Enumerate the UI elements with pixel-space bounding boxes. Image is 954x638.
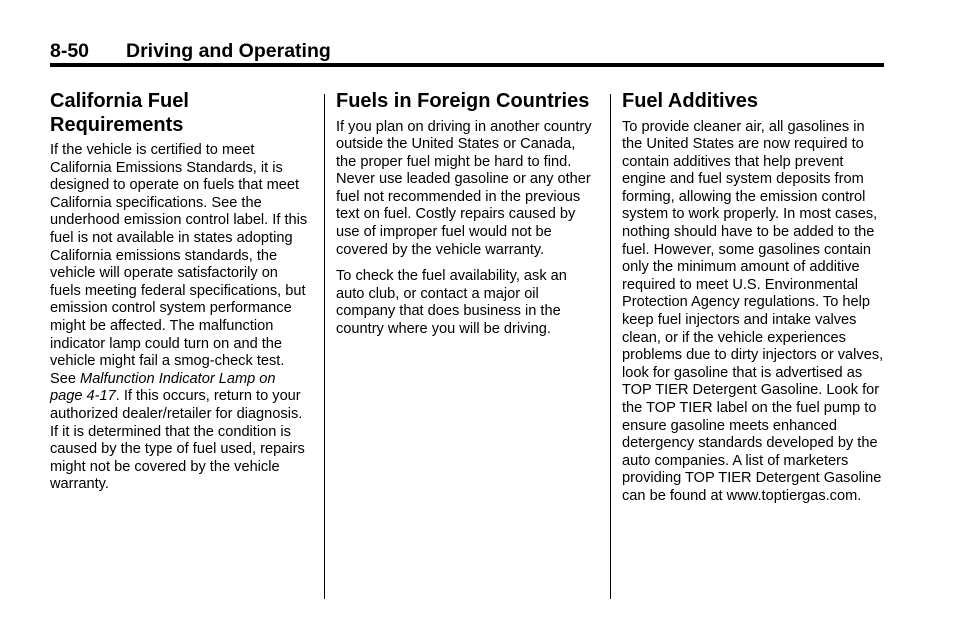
paragraph-foreign-fuels: If you plan on driving in another country outside the United States or Canada, the proper fuel might be hard to find. Never use leaded gasoline or any other fuel not recommended in the previous text on fuel. Costly repairs caused by use of improper fuel would not be covered by the vehicle warranty.	[336, 118, 592, 258]
column-fuel-additives	[622, 90, 884, 515]
cross-reference-link[interactable]: Malfunction Indicator Lamp on page 4-17	[50, 370, 276, 405]
section-title: Driving and Operating	[126, 40, 331, 62]
column-california-fuel	[50, 90, 312, 503]
page-number: 8-50	[50, 40, 90, 62]
paragraph-fuel-additives: To provide cleaner air, all gasolines in the United States are now required to contain additives that help prevent engine and fuel system deposits from forming, allowing the emission control system to work properly. In most cases, nothing should have to be added to the fuel. However, some gasolines contain only the minimum amount of additive required to meet U.S. Environmental Protection Agency regulations. To help keep fuel injectors and intake valves clean, or if the vehicle experiences problems due to dirty injectors or valves, look for gasoline that is advertised as TOP TIER Detergent Gasoline. Look for the TOP TIER label on the fuel pump to ensure gasoline meets enhanced detergency standards developed by the auto companies. A list of marketers providing TOP TIER Detergent Gasoline can be found at www.toptiergas.com.	[622, 118, 884, 504]
column-foreign-fuels	[336, 90, 598, 348]
paragraph-text-before-link: If the vehicle is certified to meet California Emissions Standards, it is designed to operate on fuels that meet California specifications. See the underhood emission control label. If this fuel is not available in states adopting California emissions standards, the vehicle will operate satisfactorily on fuels meeting federal specifications, but emission control system performance might be affected. The malfunction indicator lamp could turn on and the vehicle might fail a smog-check test. See	[50, 142, 308, 387]
page-header	[50, 38, 884, 64]
paragraph-fuel-availability: To check the fuel availability, ask an auto club, or contact a major oil company that does business in the country where you will be driving.	[336, 268, 567, 338]
heading-fuel-additives: Fuel Additives	[622, 90, 758, 112]
heading-fuels-in-foreign-countries: Fuels in Foreign Countries	[336, 90, 590, 112]
header-rule	[50, 63, 884, 67]
paragraph-text-after-link: . If this occurs, return to your authorized dealer/retailer for diagnosis. If it is determined that the condition is caused by the type of fuel used, repairs might not be covered by the vehicle warranty.	[50, 388, 305, 493]
column-divider	[324, 94, 325, 599]
paragraph-california-fuel	[50, 142, 312, 494]
heading-california-fuel-requirements: California Fuel Requirements	[50, 90, 189, 136]
column-divider	[610, 94, 611, 599]
